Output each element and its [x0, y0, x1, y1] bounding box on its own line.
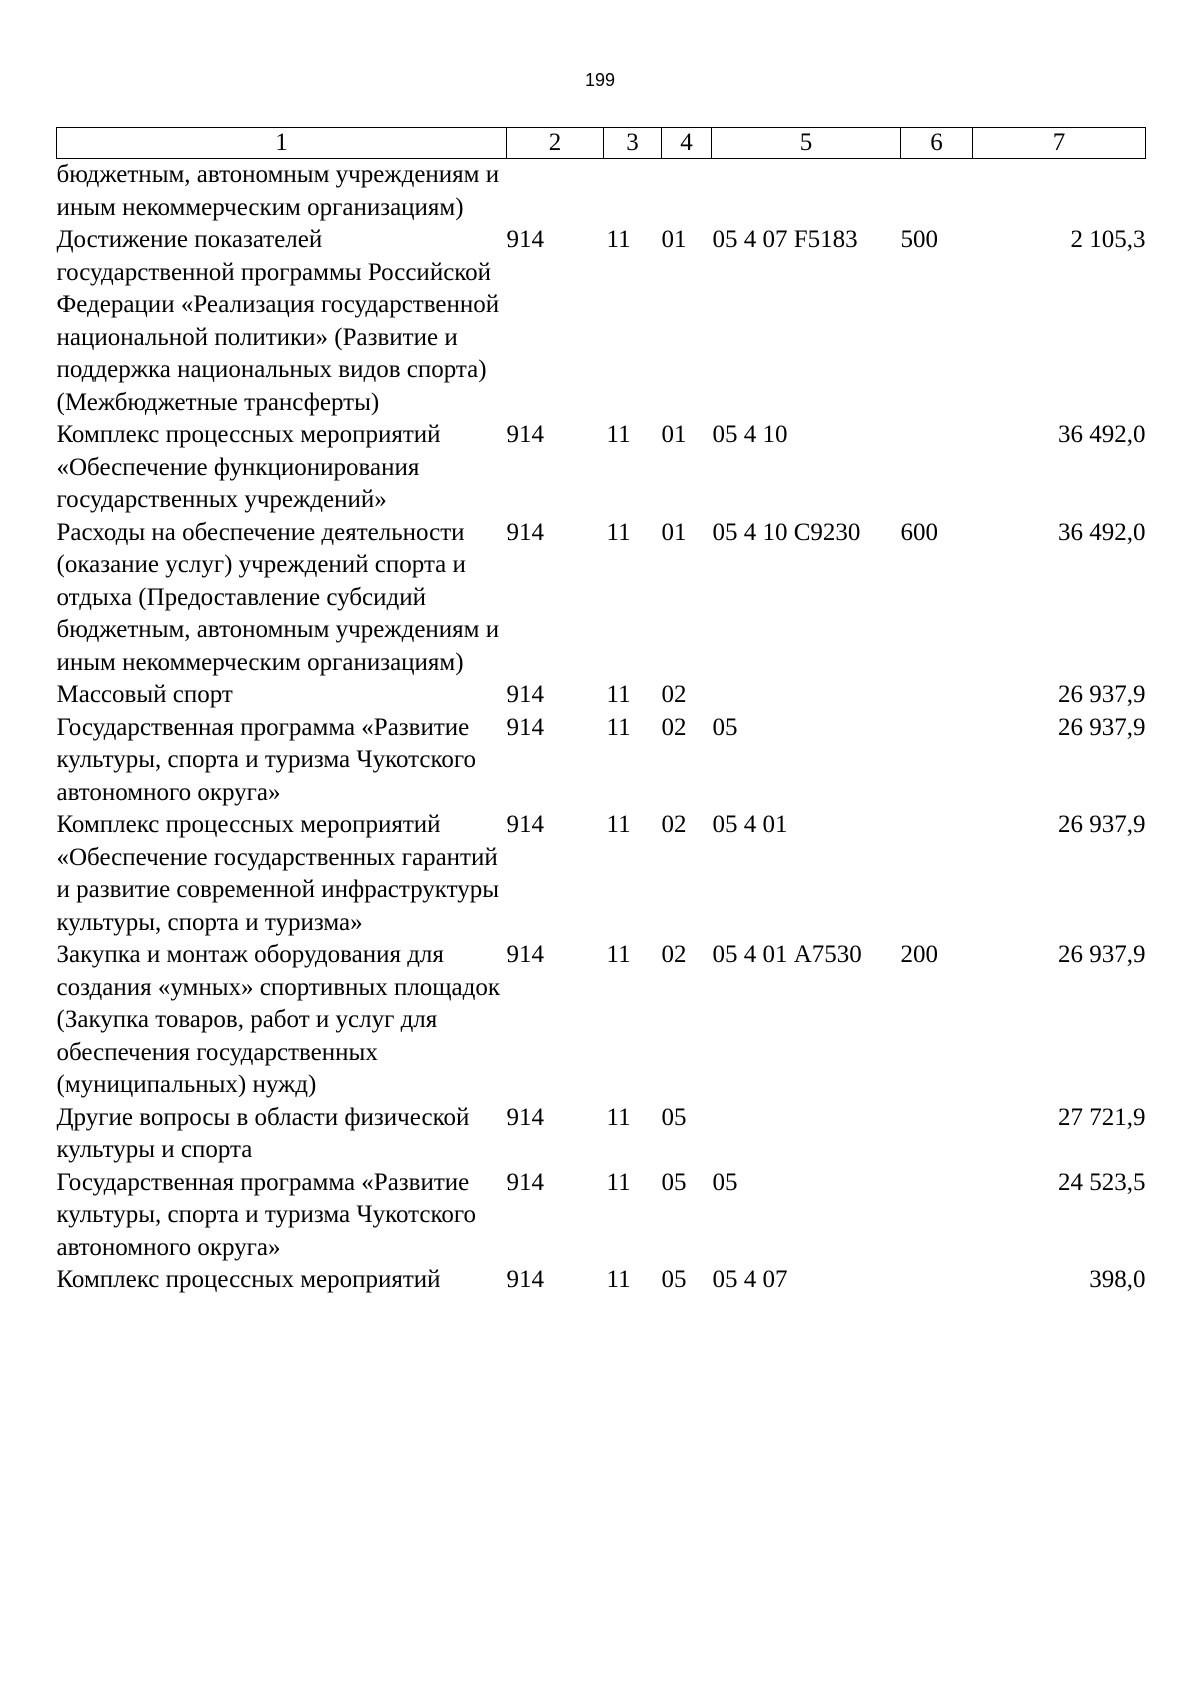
- column-header-amount: 7: [973, 128, 1146, 159]
- table-row: [57, 159, 1146, 225]
- cell-section: 11: [606, 1103, 631, 1131]
- cell-subsection: [662, 159, 712, 225]
- cell-grbs: 914: [506, 811, 544, 838]
- cell-section: [604, 159, 662, 225]
- cell-target-article: 05: [712, 1168, 738, 1196]
- cell-section: 11: [606, 1168, 631, 1196]
- cell-expense-type: [901, 419, 973, 517]
- table-row: [57, 939, 1146, 1102]
- cell-expense-type: [901, 159, 973, 225]
- cell-section: 11: [606, 1266, 631, 1293]
- cell-subsection: 02: [661, 941, 687, 968]
- cell-target-article: 05: [712, 713, 738, 741]
- cell-section: 11: [606, 421, 631, 448]
- cell-grbs: 914: [506, 681, 544, 708]
- cell-name: Комплекс процессных мероприятий «Обеспечение государственных гарантий и развитие современной инфраструктуры культуры, спорта и туризма»: [56, 811, 499, 936]
- cell-target-article: 05 4 07: [712, 1266, 788, 1293]
- table-row: [57, 419, 1146, 517]
- column-header-target-article: 5: [712, 128, 901, 159]
- cell-subsection: 02: [661, 811, 687, 838]
- cell-grbs: 914: [506, 1103, 544, 1131]
- budget-table: [56, 127, 1146, 1297]
- cell-amount: 26 937,9: [1058, 941, 1146, 968]
- cell-expense-type: [901, 1264, 973, 1297]
- cell-section: 11: [606, 713, 631, 741]
- table-row: [57, 1167, 1146, 1265]
- cell-subsection: 05: [661, 1103, 687, 1131]
- column-header-name: 1: [57, 128, 507, 159]
- cell-section: 11: [606, 811, 631, 838]
- cell-amount: [973, 159, 1146, 225]
- cell-amount: 398,0: [1089, 1266, 1146, 1293]
- table-row: [57, 679, 1146, 712]
- cell-section: 11: [606, 226, 631, 253]
- cell-name: Комплекс процессных мероприятий: [56, 1266, 441, 1293]
- table-row: [57, 224, 1146, 419]
- cell-name: Государственная программа «Развитие культуры, спорта и туризма Чукотского автономного округа»: [56, 713, 476, 806]
- page-number: 199: [584, 70, 616, 90]
- cell-grbs: 914: [506, 713, 544, 741]
- table-row: [57, 712, 1146, 810]
- cell-expense-type: [901, 679, 973, 712]
- cell-amount: 27 721,9: [1058, 1103, 1146, 1131]
- cell-subsection: 05: [661, 1168, 687, 1196]
- cell-target-article: 05 4 07 F5183: [712, 226, 858, 253]
- cell-expense-type: [901, 712, 973, 810]
- cell-name: Закупка и монтаж оборудования для создания «умных» спортивных площадок (Закупка товаров, работ и услуг для обеспечения государственных (муниципальных) нужд): [56, 941, 501, 1098]
- column-header-expense-type: 6: [901, 128, 973, 159]
- cell-target-article: 05 4 01: [712, 811, 788, 838]
- cell-grbs: 914: [506, 1266, 544, 1293]
- cell-subsection: 01: [661, 421, 687, 448]
- cell-expense-type: 600: [900, 518, 938, 546]
- cell-name: Комплекс процессных мероприятий «Обеспечение функционирования государственных учреждений»: [56, 421, 441, 513]
- column-header-grbs: 2: [507, 128, 604, 159]
- cell-amount: 26 937,9: [1058, 811, 1146, 838]
- cell-subsection: 05: [661, 1266, 687, 1293]
- cell-expense-type: 200: [900, 941, 938, 968]
- cell-name: Другие вопросы в области физической культуры и спорта: [56, 1103, 470, 1163]
- cell-target-article: [712, 159, 901, 225]
- cell-target-article: 05 4 01 А7530: [712, 941, 862, 968]
- column-header-section: 3: [604, 128, 662, 159]
- table-body: [57, 159, 1146, 1297]
- cell-grbs: 914: [506, 421, 544, 448]
- cell-name: Государственная программа «Развитие культуры, спорта и туризма Чукотского автономного округа»: [56, 1168, 476, 1261]
- table-row: [57, 517, 1146, 680]
- cell-amount: 26 937,9: [1058, 681, 1146, 708]
- cell-section: 11: [606, 681, 631, 708]
- cell-target-article: [712, 679, 901, 712]
- cell-expense-type: [901, 809, 973, 939]
- cell-expense-type: [901, 1167, 973, 1265]
- cell-subsection: 02: [661, 713, 687, 741]
- cell-grbs: [507, 159, 604, 225]
- cell-section: 11: [606, 518, 631, 546]
- cell-amount: 26 937,9: [1058, 713, 1146, 741]
- cell-grbs: 914: [506, 518, 544, 546]
- cell-section: 11: [606, 941, 631, 968]
- table-row: [57, 809, 1146, 939]
- table-row: [57, 1264, 1146, 1297]
- cell-name: бюджетным, автономным учреждениям и иным некоммерческим организациям): [56, 161, 500, 221]
- cell-target-article: 05 4 10: [712, 421, 788, 448]
- cell-amount: 2 105,3: [1070, 226, 1146, 253]
- cell-subsection: 01: [661, 518, 687, 546]
- table-row: [57, 1102, 1146, 1167]
- cell-amount: 24 523,5: [1058, 1168, 1146, 1196]
- cell-grbs: 914: [506, 1168, 544, 1196]
- cell-target-article: [712, 1102, 901, 1167]
- cell-target-article: 05 4 10 С9230: [712, 518, 861, 546]
- cell-subsection: 02: [661, 681, 687, 708]
- cell-amount: 36 492,0: [1058, 518, 1146, 546]
- cell-name: Расходы на обеспечение деятельности (оказание услуг) учреждений спорта и отдыха (Предоставление субсидий бюджетным, автономным учреждениям и иным некоммерческим организациям): [56, 518, 500, 676]
- cell-name: Достижение показателей государственной программы Российской Федерации «Реализация государственной национальной политики» (Развитие и поддержка национальных видов спорта) (Межбюджетные трансферты): [56, 226, 500, 416]
- cell-expense-type: [901, 1102, 973, 1167]
- cell-subsection: 01: [661, 226, 687, 253]
- cell-grbs: 914: [506, 941, 544, 968]
- column-header-subsection: 4: [662, 128, 712, 159]
- cell-expense-type: 500: [900, 226, 938, 253]
- cell-grbs: 914: [506, 226, 544, 253]
- cell-amount: 36 492,0: [1058, 421, 1146, 448]
- cell-name: Массовый спорт: [56, 681, 233, 708]
- table-header-row: [57, 128, 1146, 159]
